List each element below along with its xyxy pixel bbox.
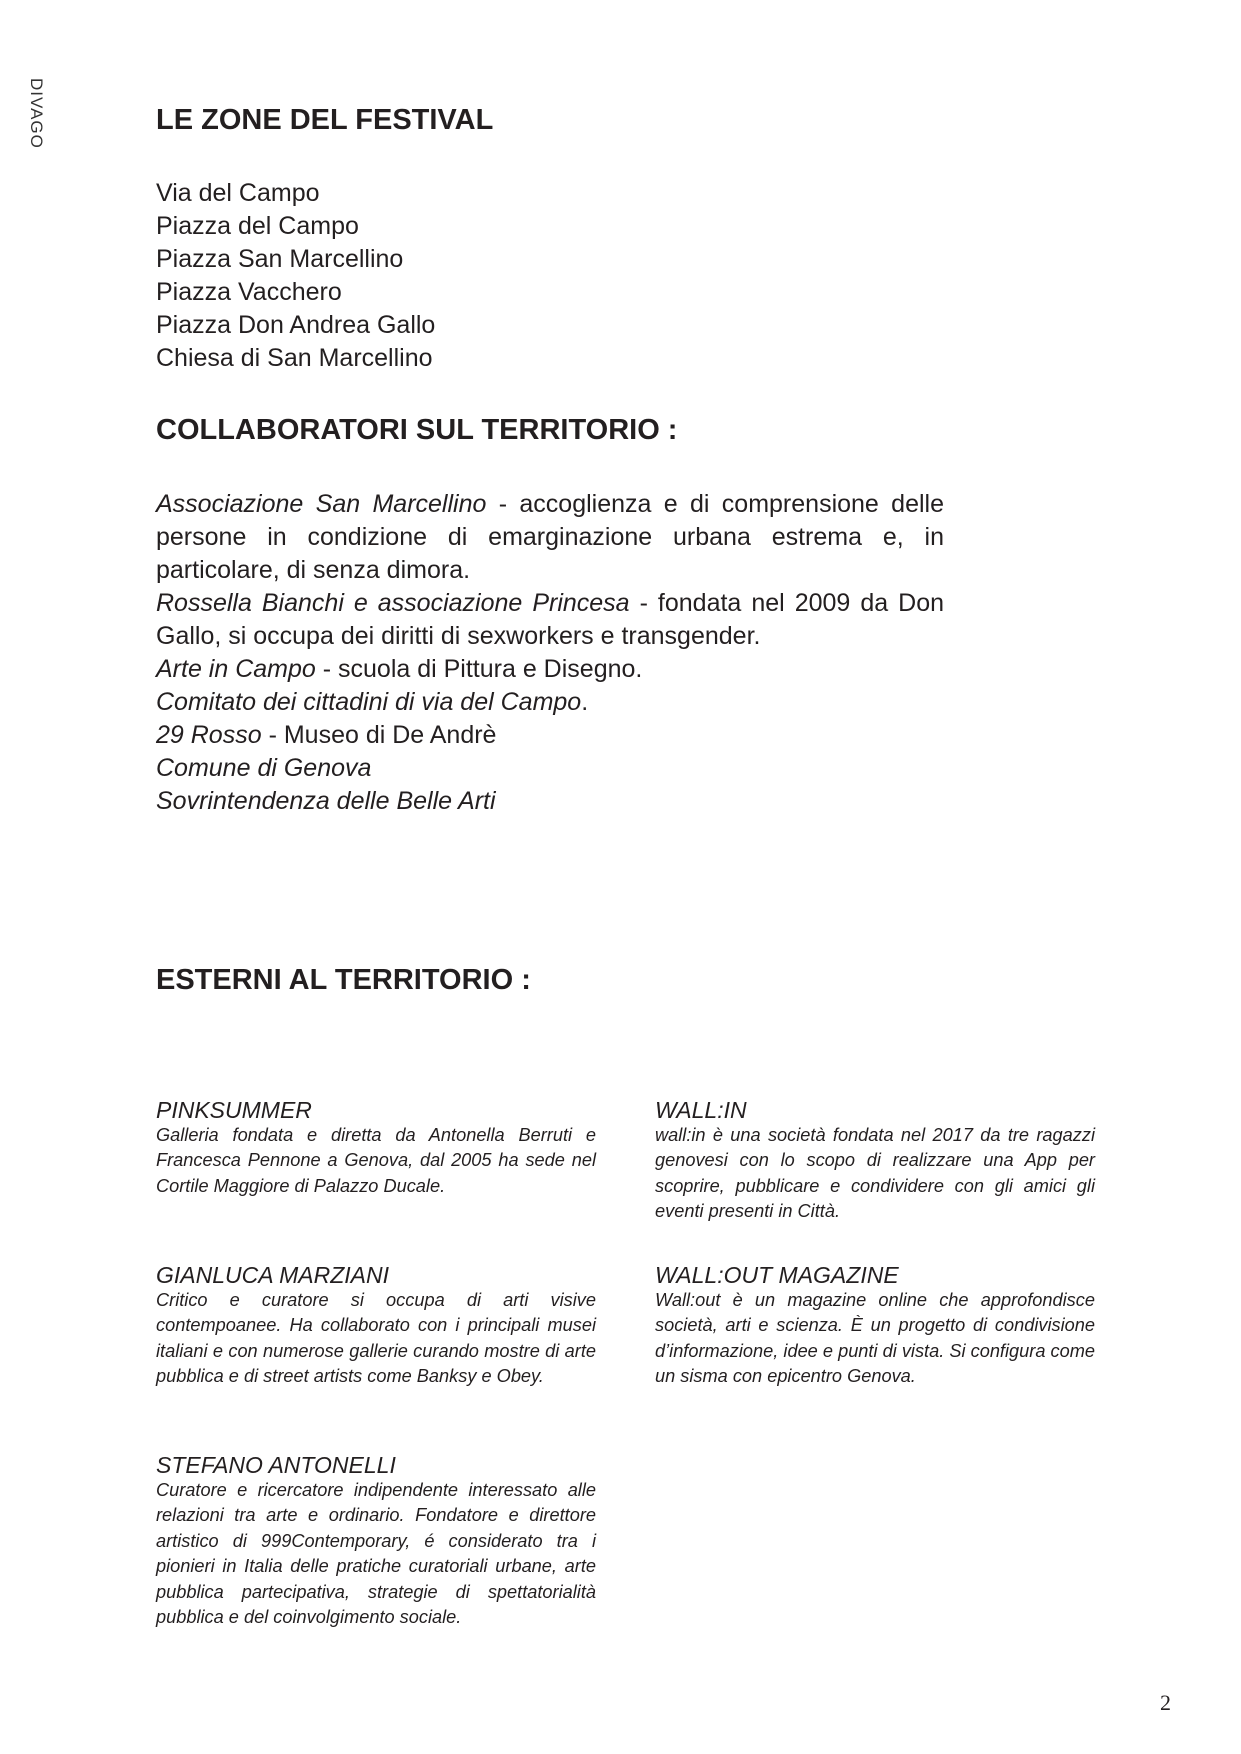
entry-desc: Wall:out è un magazine online che approfondisce società, arti e scienza. È un progetto di condivisione d’informazione, idee e punti di vista. Si configura come un sisma con epicentro Genova. — [655, 1290, 1095, 1387]
entry-desc: Galleria fondata e diretta da Antonella Berruti e Francesca Pennone a Genova, dal 2005 ha sede nel Cortile Maggiore di Palazzo Ducale. — [156, 1125, 596, 1196]
collab-name: Sovrintendenza delle Belle Arti — [156, 787, 496, 815]
external-entry-pinksummer — [156, 1097, 596, 1199]
collab-text: - fondata nel 2009 da Don Gallo, si occupa dei diritti di sexworkers e transgender. — [156, 589, 944, 650]
collab-item — [156, 686, 944, 719]
zones-title: LE ZONE DEL FESTIVAL — [156, 104, 494, 136]
side-label: DIVAGO — [27, 78, 46, 149]
collab-item — [156, 719, 944, 752]
collab-item — [156, 587, 944, 653]
external-entry-wallout — [655, 1262, 1095, 1390]
collab-name: 29 Rosso — [156, 721, 262, 749]
entry-desc: Curatore e ricercatore indipendente interessato alle relazioni tra arte e ordinario. Fondatore e direttore artistico di 999Contemporary, é considerato tra i pionieri in Italia delle pratiche curatoriali urbane, arte pubblica partecipativa, strategie di spettatorialità pubblica e del coinvolgimento sociale. — [156, 1480, 596, 1628]
external-title: ESTERNI AL TERRITORIO : — [156, 964, 531, 996]
collab-text: - scuola di Pittura e Disegno. — [315, 655, 643, 683]
entry-name: WALL:OUT MAGAZINE — [655, 1262, 899, 1288]
zones-list — [156, 177, 956, 375]
list-item: Piazza Vacchero — [156, 278, 342, 306]
entry-desc: Critico e curatore si occupa di arti visive contempoanee. Ha collaborato con i principali musei italiani e con numerose gallerie curando mostre di arte pubblica e di street artists come Banksy e Obey. — [156, 1290, 596, 1387]
collab-item — [156, 785, 944, 818]
list-item: Piazza San Marcellino — [156, 245, 404, 273]
collab-item — [156, 752, 944, 785]
list-item: Via del Campo — [156, 179, 320, 207]
collab-text: - accoglienza e di comprensione delle persone in condizione di emarginazione urbana estrema e, in particolare, di senza dimora. — [156, 490, 944, 584]
page-number: 2 — [1160, 1690, 1171, 1715]
collab-list — [156, 488, 944, 818]
collab-name: Arte in Campo — [156, 655, 316, 683]
collab-name: Comitato dei cittadini di via del Campo — [156, 688, 582, 716]
collab-title: COLLABORATORI SUL TERRITORIO : — [156, 414, 678, 446]
entry-name: WALL:IN — [655, 1097, 747, 1123]
collab-name: Associazione San Marcellino — [156, 490, 487, 518]
external-entry-wallin — [655, 1097, 1095, 1225]
collab-item — [156, 488, 944, 587]
list-item: Piazza Don Andrea Gallo — [156, 311, 436, 339]
collab-name: Comune di Genova — [156, 754, 372, 782]
collab-item — [156, 653, 944, 686]
collab-text: . — [581, 688, 589, 716]
entry-desc: wall:in è una società fondata nel 2017 da tre ragazzi genovesi con lo scopo di realizzare una App per scoprire, pubblicare e condividere con gli amici gli eventi presenti in Città. — [655, 1125, 1095, 1222]
entry-name: PINKSUMMER — [156, 1097, 312, 1123]
list-item: Piazza del Campo — [156, 212, 359, 240]
collab-name: Rossella Bianchi e associazione Princesa — [156, 589, 630, 617]
entry-name: GIANLUCA MARZIANI — [156, 1262, 390, 1288]
entry-name: STEFANO ANTONELLI — [156, 1452, 396, 1478]
external-entry-marziani — [156, 1262, 596, 1390]
external-entry-antonelli — [156, 1452, 596, 1630]
collab-text: - Museo di De Andrè — [261, 721, 497, 749]
list-item: Chiesa di San Marcellino — [156, 344, 433, 372]
